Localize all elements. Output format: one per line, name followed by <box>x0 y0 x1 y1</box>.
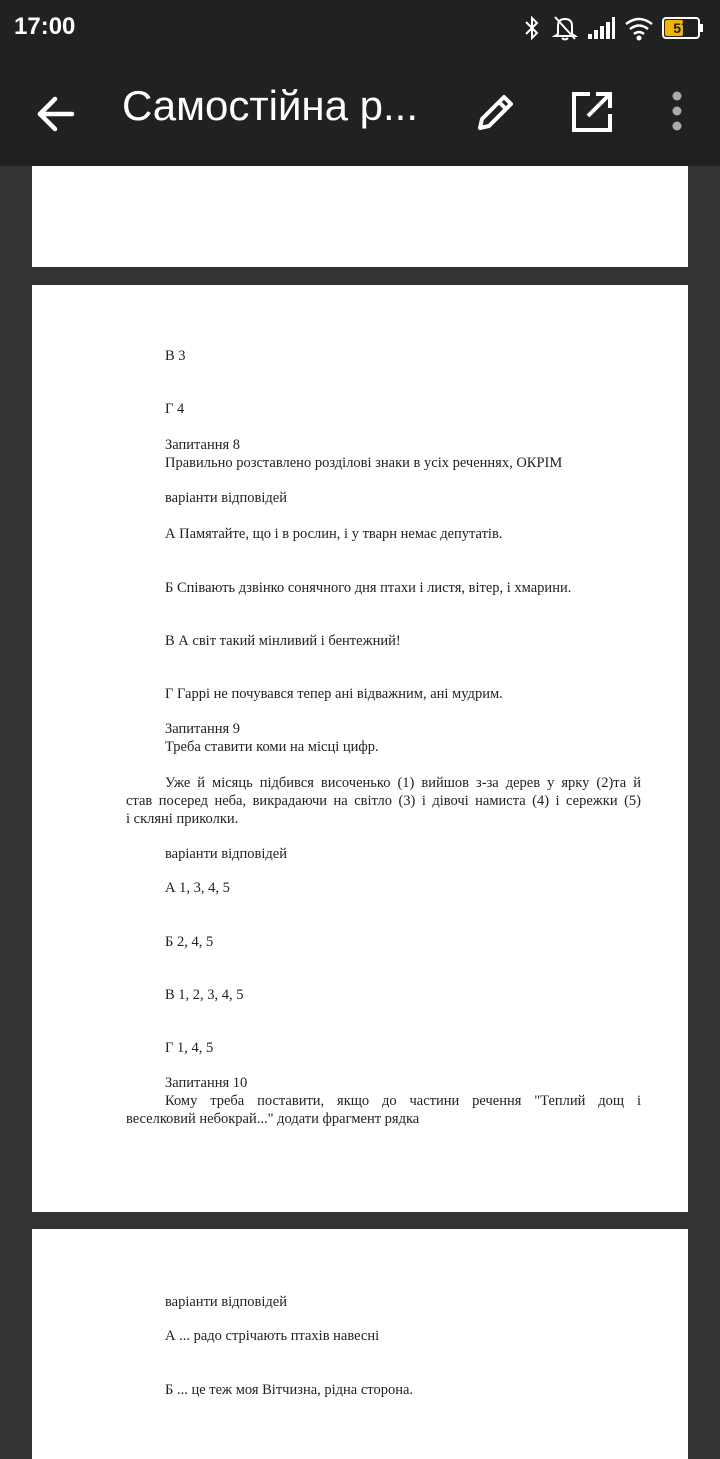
question-10-option-a: А ... радо стрічають птахів навесні <box>165 1328 380 1344</box>
status-bar <box>0 0 720 58</box>
question-8-text: Правильно розставлено розділові знаки в усіх реченнях, ОКРІМ <box>165 455 563 471</box>
back-arrow-icon <box>26 84 86 144</box>
option-v-previous: В 3 <box>165 348 186 364</box>
option-g-previous: Г 4 <box>165 401 185 417</box>
question-10-option-b: Б ... це теж моя Вітчизна, рідна сторона. <box>165 1382 414 1398</box>
battery-level: 57 <box>673 20 689 36</box>
question-9-label: Запитання 9 <box>165 721 241 737</box>
question-9-option-g: Г 1, 4, 5 <box>165 1040 214 1056</box>
status-time: 17:00 <box>14 13 76 40</box>
question-9-paragraph-line-1: Уже й місяць підбився височенько (1) вийшов з-за дерев у ярку (2)та й <box>165 775 641 791</box>
question-8-option-b: Б Співають дзвінко сонячного дня птахи і листя, вітер, і хмарини. <box>165 580 572 596</box>
question-9-option-v: В 1, 2, 3, 4, 5 <box>165 987 244 1003</box>
document-page-1 <box>32 166 688 267</box>
bell-off-icon <box>552 14 578 42</box>
question-8-option-a: А Памятайте, що і в рослин, і у тварн немає депутатів. <box>165 526 503 542</box>
question-9-paragraph-line-2: став посеред неба, викрадаючи на світло (3) і дівочі намиста (4) і сережки (5) <box>126 793 641 809</box>
document-title: Самостійна р... <box>122 82 419 129</box>
document-page-3 <box>32 1229 688 1459</box>
question-8-option-v: В А світ такий мінливий і бентежний! <box>165 633 401 649</box>
question-9-paragraph-line-3: і скляні приколки. <box>126 811 239 827</box>
wifi-icon <box>624 14 654 42</box>
more-vert-icon <box>660 86 694 138</box>
question-9-option-b: Б 2, 4, 5 <box>165 934 214 950</box>
open-in-app-button[interactable] <box>566 86 618 138</box>
more-options-button[interactable] <box>660 86 694 138</box>
open-external-icon <box>566 86 618 138</box>
signal-icon <box>586 14 616 42</box>
question-8-label: Запитання 8 <box>165 437 241 453</box>
document-page-2 <box>32 285 688 1212</box>
question-8-option-g: Г Гаррі не почувався тепер ані відважним, ані мудрим. <box>165 686 503 702</box>
question-10-answers-label: варіанти відповідей <box>165 1294 287 1310</box>
question-10-text-line-2: веселковий небокрай..." додати фрагмент рядка <box>126 1111 420 1127</box>
app-bar <box>0 58 720 166</box>
question-9-text: Треба ставити коми на місці цифр. <box>165 739 379 755</box>
question-10-text-line-1: Кому треба поставити, якщо до частини речення "Теплий дощ і <box>165 1093 641 1109</box>
question-9-option-a: А 1, 3, 4, 5 <box>165 880 230 896</box>
question-9-answers-label: варіанти відповідей <box>165 846 287 862</box>
battery-icon <box>662 17 702 39</box>
pencil-icon <box>470 86 522 138</box>
question-10-label: Запитання 10 <box>165 1075 248 1091</box>
question-8-answers-label: варіанти відповідей <box>165 490 287 506</box>
bluetooth-icon <box>524 14 540 42</box>
edit-button[interactable] <box>470 86 522 138</box>
back-button[interactable] <box>26 84 86 144</box>
